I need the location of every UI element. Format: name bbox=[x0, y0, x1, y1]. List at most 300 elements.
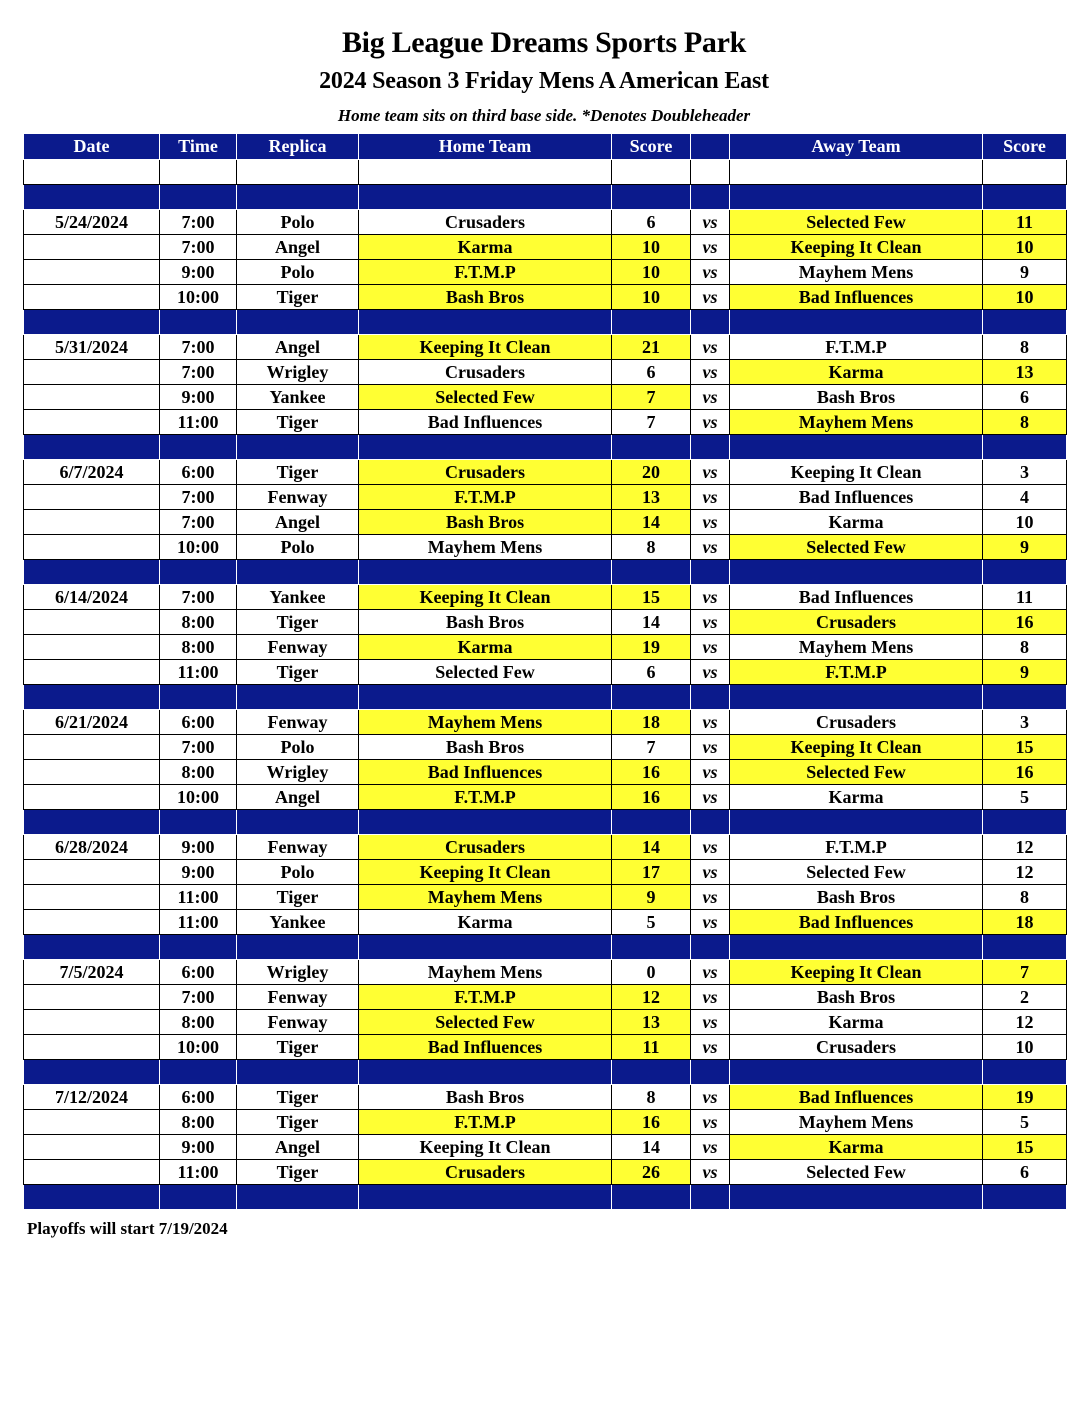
vs-label: vs bbox=[691, 585, 730, 610]
game-row bbox=[24, 735, 1067, 760]
vs-label: vs bbox=[691, 1085, 730, 1110]
away-team: Karma bbox=[730, 785, 983, 810]
game-row bbox=[24, 635, 1067, 660]
away-team: Mayhem Mens bbox=[730, 260, 983, 285]
game-time: 6:00 bbox=[160, 710, 237, 735]
away-team: Selected Few bbox=[730, 535, 983, 560]
home-team: Crusaders bbox=[359, 1160, 612, 1185]
week-separator-row bbox=[24, 185, 1067, 210]
away-score: 9 bbox=[983, 260, 1067, 285]
away-score: 3 bbox=[983, 460, 1067, 485]
away-score: 13 bbox=[983, 360, 1067, 385]
game-date bbox=[24, 635, 160, 660]
home-score: 15 bbox=[612, 585, 691, 610]
home-team: Crusaders bbox=[359, 835, 612, 860]
home-team: Bad Influences bbox=[359, 1035, 612, 1060]
game-time: 6:00 bbox=[160, 460, 237, 485]
home-score: 13 bbox=[612, 1010, 691, 1035]
blank-row bbox=[24, 160, 1067, 185]
away-team: Keeping It Clean bbox=[730, 960, 983, 985]
home-score: 19 bbox=[612, 635, 691, 660]
home-score: 13 bbox=[612, 485, 691, 510]
vs-label: vs bbox=[691, 335, 730, 360]
home-score: 14 bbox=[612, 610, 691, 635]
vs-label: vs bbox=[691, 985, 730, 1010]
game-row bbox=[24, 985, 1067, 1010]
away-score: 15 bbox=[983, 1135, 1067, 1160]
game-row bbox=[24, 910, 1067, 935]
game-replica-field: Polo bbox=[237, 210, 359, 235]
game-date bbox=[24, 1035, 160, 1060]
game-row bbox=[24, 860, 1067, 885]
game-replica-field: Wrigley bbox=[237, 960, 359, 985]
game-time: 6:00 bbox=[160, 1085, 237, 1110]
away-team: Karma bbox=[730, 1135, 983, 1160]
vs-label: vs bbox=[691, 910, 730, 935]
game-replica-field: Polo bbox=[237, 535, 359, 560]
game-row bbox=[24, 835, 1067, 860]
away-team: Bash Bros bbox=[730, 885, 983, 910]
game-time: 10:00 bbox=[160, 785, 237, 810]
vs-label: vs bbox=[691, 485, 730, 510]
home-score: 21 bbox=[612, 335, 691, 360]
game-date: 6/14/2024 bbox=[24, 585, 160, 610]
week-separator-row bbox=[24, 810, 1067, 835]
away-team: Mayhem Mens bbox=[730, 410, 983, 435]
away-team: Keeping It Clean bbox=[730, 235, 983, 260]
home-score: 20 bbox=[612, 460, 691, 485]
home-team: Bash Bros bbox=[359, 1085, 612, 1110]
game-row bbox=[24, 1010, 1067, 1035]
home-team: F.T.M.P bbox=[359, 1110, 612, 1135]
header-row bbox=[24, 134, 1067, 160]
away-team: Selected Few bbox=[730, 1160, 983, 1185]
game-replica-field: Polo bbox=[237, 260, 359, 285]
home-score: 7 bbox=[612, 735, 691, 760]
home-team: Keeping It Clean bbox=[359, 860, 612, 885]
away-score: 7 bbox=[983, 960, 1067, 985]
game-time: 8:00 bbox=[160, 760, 237, 785]
game-date bbox=[24, 1160, 160, 1185]
home-team: Karma bbox=[359, 235, 612, 260]
home-team: Bash Bros bbox=[359, 285, 612, 310]
away-score: 10 bbox=[983, 235, 1067, 260]
vs-label: vs bbox=[691, 535, 730, 560]
away-score: 10 bbox=[983, 1035, 1067, 1060]
week-separator-row bbox=[24, 685, 1067, 710]
game-date bbox=[24, 910, 160, 935]
home-team: F.T.M.P bbox=[359, 985, 612, 1010]
game-row bbox=[24, 335, 1067, 360]
home-team: Bash Bros bbox=[359, 510, 612, 535]
col-header-away-score: Score bbox=[983, 134, 1067, 160]
game-time: 10:00 bbox=[160, 535, 237, 560]
home-score: 14 bbox=[612, 835, 691, 860]
home-score: 7 bbox=[612, 385, 691, 410]
away-score: 10 bbox=[983, 285, 1067, 310]
home-team: Bad Influences bbox=[359, 760, 612, 785]
game-replica-field: Polo bbox=[237, 860, 359, 885]
col-header-time: Time bbox=[160, 134, 237, 160]
game-replica-field: Wrigley bbox=[237, 760, 359, 785]
game-row bbox=[24, 260, 1067, 285]
game-date bbox=[24, 985, 160, 1010]
game-time: 7:00 bbox=[160, 235, 237, 260]
game-time: 11:00 bbox=[160, 910, 237, 935]
game-time: 9:00 bbox=[160, 860, 237, 885]
game-time: 9:00 bbox=[160, 385, 237, 410]
game-time: 7:00 bbox=[160, 735, 237, 760]
vs-label: vs bbox=[691, 760, 730, 785]
game-replica-field: Angel bbox=[237, 785, 359, 810]
home-score: 10 bbox=[612, 235, 691, 260]
vs-label: vs bbox=[691, 235, 730, 260]
vs-label: vs bbox=[691, 460, 730, 485]
home-team: F.T.M.P bbox=[359, 260, 612, 285]
away-team: Bad Influences bbox=[730, 485, 983, 510]
game-date bbox=[24, 410, 160, 435]
vs-label: vs bbox=[691, 210, 730, 235]
away-team: Mayhem Mens bbox=[730, 635, 983, 660]
away-team: Keeping It Clean bbox=[730, 735, 983, 760]
game-row bbox=[24, 1135, 1067, 1160]
vs-label: vs bbox=[691, 360, 730, 385]
game-time: 7:00 bbox=[160, 360, 237, 385]
game-replica-field: Polo bbox=[237, 735, 359, 760]
vs-label: vs bbox=[691, 835, 730, 860]
game-time: 9:00 bbox=[160, 835, 237, 860]
schedule-table bbox=[23, 133, 1067, 1210]
home-team: Keeping It Clean bbox=[359, 335, 612, 360]
game-time: 7:00 bbox=[160, 210, 237, 235]
playoffs-note: Playoffs will start 7/19/2024 bbox=[27, 1219, 228, 1238]
game-date bbox=[24, 510, 160, 535]
game-row bbox=[24, 485, 1067, 510]
game-date: 5/24/2024 bbox=[24, 210, 160, 235]
game-row bbox=[24, 510, 1067, 535]
home-team: Crusaders bbox=[359, 360, 612, 385]
game-time: 11:00 bbox=[160, 885, 237, 910]
away-team: Karma bbox=[730, 360, 983, 385]
away-score: 15 bbox=[983, 735, 1067, 760]
game-date bbox=[24, 860, 160, 885]
game-date bbox=[24, 385, 160, 410]
game-row bbox=[24, 1035, 1067, 1060]
game-date bbox=[24, 360, 160, 385]
vs-label: vs bbox=[691, 1160, 730, 1185]
home-team: Crusaders bbox=[359, 210, 612, 235]
game-date bbox=[24, 785, 160, 810]
home-team: Bad Influences bbox=[359, 410, 612, 435]
game-row bbox=[24, 460, 1067, 485]
home-team: Karma bbox=[359, 635, 612, 660]
away-team: Bash Bros bbox=[730, 385, 983, 410]
away-team: F.T.M.P bbox=[730, 335, 983, 360]
away-team: Bash Bros bbox=[730, 985, 983, 1010]
game-date: 7/5/2024 bbox=[24, 960, 160, 985]
game-replica-field: Wrigley bbox=[237, 360, 359, 385]
vs-label: vs bbox=[691, 710, 730, 735]
away-team: Selected Few bbox=[730, 860, 983, 885]
away-team: Karma bbox=[730, 510, 983, 535]
game-replica-field: Angel bbox=[237, 335, 359, 360]
vs-label: vs bbox=[691, 1035, 730, 1060]
game-time: 7:00 bbox=[160, 510, 237, 535]
game-row bbox=[24, 610, 1067, 635]
home-score: 6 bbox=[612, 360, 691, 385]
away-score: 10 bbox=[983, 510, 1067, 535]
game-replica-field: Yankee bbox=[237, 385, 359, 410]
col-header-vs bbox=[691, 134, 730, 160]
game-time: 7:00 bbox=[160, 335, 237, 360]
away-score: 16 bbox=[983, 760, 1067, 785]
game-date bbox=[24, 1135, 160, 1160]
vs-label: vs bbox=[691, 410, 730, 435]
game-time: 10:00 bbox=[160, 285, 237, 310]
game-date bbox=[24, 260, 160, 285]
vs-label: vs bbox=[691, 285, 730, 310]
vs-label: vs bbox=[691, 385, 730, 410]
game-replica-field: Angel bbox=[237, 235, 359, 260]
game-date bbox=[24, 1110, 160, 1135]
home-team: Mayhem Mens bbox=[359, 960, 612, 985]
game-row bbox=[24, 535, 1067, 560]
home-team: Mayhem Mens bbox=[359, 535, 612, 560]
home-team: Karma bbox=[359, 910, 612, 935]
week-separator-row bbox=[24, 560, 1067, 585]
vs-label: vs bbox=[691, 960, 730, 985]
game-replica-field: Tiger bbox=[237, 460, 359, 485]
page-title: Big League Dreams Sports Park bbox=[341, 26, 747, 59]
week-separator-row bbox=[24, 1185, 1067, 1210]
home-team: Crusaders bbox=[359, 460, 612, 485]
away-team: Bad Influences bbox=[730, 285, 983, 310]
game-time: 7:00 bbox=[160, 985, 237, 1010]
game-date bbox=[24, 760, 160, 785]
away-score: 5 bbox=[983, 785, 1067, 810]
vs-label: vs bbox=[691, 610, 730, 635]
away-score: 12 bbox=[983, 1010, 1067, 1035]
home-score: 26 bbox=[612, 1160, 691, 1185]
away-score: 9 bbox=[983, 535, 1067, 560]
col-header-home-team: Home Team bbox=[359, 134, 612, 160]
schedule-body bbox=[24, 160, 1067, 1210]
home-score: 5 bbox=[612, 910, 691, 935]
away-score: 3 bbox=[983, 710, 1067, 735]
game-row bbox=[24, 760, 1067, 785]
away-score: 19 bbox=[983, 1085, 1067, 1110]
home-score: 16 bbox=[612, 785, 691, 810]
game-time: 11:00 bbox=[160, 1160, 237, 1185]
game-date: 6/7/2024 bbox=[24, 460, 160, 485]
game-row bbox=[24, 410, 1067, 435]
game-row bbox=[24, 235, 1067, 260]
vs-label: vs bbox=[691, 660, 730, 685]
col-header-date: Date bbox=[24, 134, 160, 160]
game-replica-field: Fenway bbox=[237, 1010, 359, 1035]
game-replica-field: Angel bbox=[237, 510, 359, 535]
away-score: 8 bbox=[983, 410, 1067, 435]
game-row bbox=[24, 360, 1067, 385]
vs-label: vs bbox=[691, 1010, 730, 1035]
game-time: 8:00 bbox=[160, 1110, 237, 1135]
game-replica-field: Fenway bbox=[237, 835, 359, 860]
col-header-home-score: Score bbox=[612, 134, 691, 160]
away-score: 8 bbox=[983, 635, 1067, 660]
away-score: 6 bbox=[983, 385, 1067, 410]
game-time: 10:00 bbox=[160, 1035, 237, 1060]
home-score: 10 bbox=[612, 260, 691, 285]
away-score: 4 bbox=[983, 485, 1067, 510]
week-separator-row bbox=[24, 1060, 1067, 1085]
home-score: 18 bbox=[612, 710, 691, 735]
game-replica-field: Fenway bbox=[237, 635, 359, 660]
away-team: Bad Influences bbox=[730, 585, 983, 610]
game-replica-field: Angel bbox=[237, 1135, 359, 1160]
game-replica-field: Tiger bbox=[237, 1035, 359, 1060]
away-team: Bad Influences bbox=[730, 1085, 983, 1110]
home-score: 16 bbox=[612, 1110, 691, 1135]
away-score: 8 bbox=[983, 885, 1067, 910]
game-time: 6:00 bbox=[160, 960, 237, 985]
game-date bbox=[24, 885, 160, 910]
away-team: Crusaders bbox=[730, 610, 983, 635]
game-time: 7:00 bbox=[160, 485, 237, 510]
home-score: 16 bbox=[612, 760, 691, 785]
home-score: 6 bbox=[612, 210, 691, 235]
game-replica-field: Tiger bbox=[237, 610, 359, 635]
away-score: 12 bbox=[983, 835, 1067, 860]
game-replica-field: Tiger bbox=[237, 410, 359, 435]
home-score: 10 bbox=[612, 285, 691, 310]
away-team: Bad Influences bbox=[730, 910, 983, 935]
game-date bbox=[24, 485, 160, 510]
away-team: Karma bbox=[730, 1010, 983, 1035]
game-replica-field: Tiger bbox=[237, 885, 359, 910]
col-header-away-team: Away Team bbox=[730, 134, 983, 160]
game-row bbox=[24, 710, 1067, 735]
home-team: Keeping It Clean bbox=[359, 585, 612, 610]
vs-label: vs bbox=[691, 1135, 730, 1160]
game-date: 7/12/2024 bbox=[24, 1085, 160, 1110]
home-score: 14 bbox=[612, 1135, 691, 1160]
game-row bbox=[24, 660, 1067, 685]
home-score: 8 bbox=[612, 1085, 691, 1110]
home-team: Bash Bros bbox=[359, 735, 612, 760]
game-replica-field: Tiger bbox=[237, 1160, 359, 1185]
home-score: 7 bbox=[612, 410, 691, 435]
game-replica-field: Fenway bbox=[237, 710, 359, 735]
vs-label: vs bbox=[691, 1110, 730, 1135]
away-team: Crusaders bbox=[730, 1035, 983, 1060]
game-time: 7:00 bbox=[160, 585, 237, 610]
week-separator-row bbox=[24, 935, 1067, 960]
home-score: 9 bbox=[612, 885, 691, 910]
game-replica-field: Tiger bbox=[237, 1110, 359, 1135]
game-date bbox=[24, 535, 160, 560]
away-score: 11 bbox=[983, 210, 1067, 235]
away-team: Crusaders bbox=[730, 710, 983, 735]
away-team: F.T.M.P bbox=[730, 835, 983, 860]
game-row bbox=[24, 210, 1067, 235]
away-team: Selected Few bbox=[730, 760, 983, 785]
away-score: 9 bbox=[983, 660, 1067, 685]
game-time: 8:00 bbox=[160, 635, 237, 660]
game-row bbox=[24, 285, 1067, 310]
game-date bbox=[24, 235, 160, 260]
away-score: 2 bbox=[983, 985, 1067, 1010]
vs-label: vs bbox=[691, 735, 730, 760]
game-date bbox=[24, 610, 160, 635]
away-team: Keeping It Clean bbox=[730, 460, 983, 485]
game-date bbox=[24, 735, 160, 760]
away-score: 8 bbox=[983, 335, 1067, 360]
game-time: 11:00 bbox=[160, 410, 237, 435]
game-replica-field: Yankee bbox=[237, 910, 359, 935]
col-header-replica: Replica bbox=[237, 134, 359, 160]
vs-label: vs bbox=[691, 860, 730, 885]
game-row bbox=[24, 785, 1067, 810]
week-separator-row bbox=[24, 310, 1067, 335]
game-replica-field: Tiger bbox=[237, 660, 359, 685]
home-team: F.T.M.P bbox=[359, 485, 612, 510]
vs-label: vs bbox=[691, 785, 730, 810]
game-date: 5/31/2024 bbox=[24, 335, 160, 360]
game-date bbox=[24, 1010, 160, 1035]
vs-label: vs bbox=[691, 885, 730, 910]
away-score: 5 bbox=[983, 1110, 1067, 1135]
home-score: 14 bbox=[612, 510, 691, 535]
home-team: Mayhem Mens bbox=[359, 885, 612, 910]
home-team: Bash Bros bbox=[359, 610, 612, 635]
game-replica-field: Fenway bbox=[237, 985, 359, 1010]
away-score: 11 bbox=[983, 585, 1067, 610]
game-row bbox=[24, 1160, 1067, 1185]
home-score: 6 bbox=[612, 660, 691, 685]
game-date: 6/21/2024 bbox=[24, 710, 160, 735]
home-team: Keeping It Clean bbox=[359, 1135, 612, 1160]
away-score: 6 bbox=[983, 1160, 1067, 1185]
game-row bbox=[24, 1110, 1067, 1135]
home-score: 0 bbox=[612, 960, 691, 985]
home-team: Selected Few bbox=[359, 1010, 612, 1035]
game-replica-field: Yankee bbox=[237, 585, 359, 610]
game-time: 11:00 bbox=[160, 660, 237, 685]
home-score: 17 bbox=[612, 860, 691, 885]
home-team: F.T.M.P bbox=[359, 785, 612, 810]
vs-label: vs bbox=[691, 510, 730, 535]
away-team: Mayhem Mens bbox=[730, 1110, 983, 1135]
home-score: 12 bbox=[612, 985, 691, 1010]
away-score: 16 bbox=[983, 610, 1067, 635]
game-row bbox=[24, 960, 1067, 985]
vs-label: vs bbox=[691, 635, 730, 660]
game-time: 8:00 bbox=[160, 1010, 237, 1035]
page-subtitle: 2024 Season 3 Friday Mens A American East bbox=[319, 68, 769, 94]
game-time: 9:00 bbox=[160, 260, 237, 285]
week-separator-row bbox=[24, 435, 1067, 460]
game-date bbox=[24, 285, 160, 310]
game-date: 6/28/2024 bbox=[24, 835, 160, 860]
game-row bbox=[24, 1085, 1067, 1110]
away-team: Selected Few bbox=[730, 210, 983, 235]
vs-label: vs bbox=[691, 260, 730, 285]
seating-note: Home team sits on third base side. *Denotes Doubleheader bbox=[337, 106, 751, 125]
game-row bbox=[24, 585, 1067, 610]
game-replica-field: Tiger bbox=[237, 285, 359, 310]
game-replica-field: Tiger bbox=[237, 1085, 359, 1110]
home-team: Mayhem Mens bbox=[359, 710, 612, 735]
